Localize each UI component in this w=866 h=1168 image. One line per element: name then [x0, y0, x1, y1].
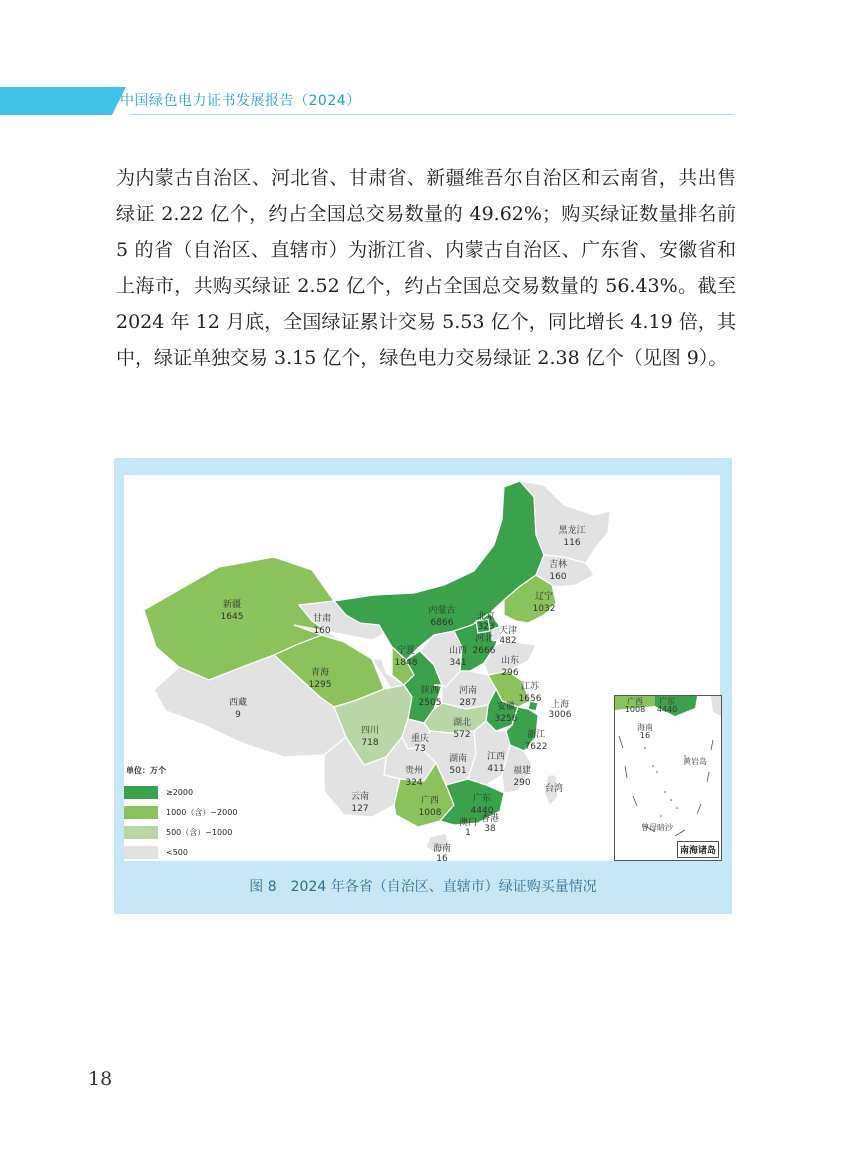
value-henan: 287 [459, 698, 477, 708]
label-shanxi: 山西 [448, 646, 468, 656]
label-hongkong: 香港 [480, 814, 500, 824]
value-guangdong: 4440 [470, 806, 494, 816]
value-heilongjiang: 116 [563, 538, 581, 548]
legend-label: <500 [166, 848, 188, 857]
label-qinghai: 青海 [310, 668, 330, 678]
inset-label-huangyan: 黄岩岛 [683, 757, 707, 766]
label-guangxi: 广西 [420, 796, 440, 806]
label-shandong: 山东 [500, 656, 520, 666]
value-guizhou: 324 [405, 778, 423, 788]
value-shaanxi: 2505 [418, 698, 442, 708]
legend-swatch [124, 826, 158, 839]
label-macau: 澳门 [458, 818, 478, 828]
label-shaanxi: 陕西 [420, 686, 440, 696]
body-text [116, 160, 736, 376]
value-shandong: 296 [501, 668, 519, 678]
header-accent-bar [0, 87, 112, 115]
value-sichuan: 718 [361, 738, 379, 748]
label-hainan: 海南 [432, 844, 452, 854]
legend-label: ≥2000 [166, 788, 194, 797]
inset-label-guangxi: 广西 [627, 697, 643, 706]
figure-caption: 图 8 2024 年各省（自治区、直辖市）绿证购买量情况 [249, 879, 597, 895]
legend-item [124, 846, 254, 859]
value-gansu: 160 [313, 626, 331, 636]
label-ningxia: 宁夏 [396, 646, 416, 656]
label-jilin: 吉林 [548, 560, 568, 570]
label-shanghai: 上海 [550, 700, 570, 710]
value-beijing: 323 [477, 622, 495, 632]
value-xizang: 9 [235, 710, 241, 720]
value-shanghai: 3006 [548, 710, 572, 720]
value-guangxi: 1008 [418, 808, 442, 818]
label-gansu: 甘肃 [312, 614, 332, 624]
value-hubei: 572 [453, 730, 471, 740]
figure-8 [114, 458, 732, 914]
map-legend [124, 765, 254, 866]
legend-swatch [124, 806, 158, 819]
value-chongqing: 73 [414, 744, 426, 754]
label-anhui: 安徽 [496, 702, 516, 712]
value-ningxia: 1848 [394, 658, 418, 668]
legend-label: 500（含）~1000 [166, 828, 233, 837]
label-xizang: 西藏 [228, 698, 248, 708]
inset-map [615, 696, 721, 860]
value-neimenggu: 6866 [430, 618, 454, 628]
label-jiangsu: 江苏 [520, 682, 540, 692]
running-header-title: 中国绿色电力证书发展报告（2024） [120, 93, 361, 109]
value-zhejiang: 7622 [524, 742, 548, 752]
label-heilongjiang: 黑龙江 [558, 526, 586, 536]
label-yunnan: 云南 [350, 792, 370, 802]
value-shanxi: 341 [449, 658, 467, 668]
label-chongqing: 重庆 [410, 734, 430, 744]
value-hunan: 501 [449, 766, 467, 776]
value-hainan: 16 [436, 854, 448, 861]
header-rule [130, 114, 734, 115]
label-tianjin: 天津 [498, 626, 518, 636]
label-fujian: 福建 [512, 766, 532, 776]
body-paragraph: 为内蒙古自治区、河北省、甘肃省、新疆维吾尔自治区和云南省，共出售绿证 2.22 亿个，约占全国总交易数量的 49.62%；购买绿证数量排名前 5 的省（自治区、直辖市）为浙江省、内蒙古自治区、广东省、安徽省和上海市，共购买绿证 2.52 亿个，约占全国总交易数量的 56.43%。截至 2024 年 12 月底，全国绿证累计交易 5.53 亿个，同比增长 4.19 倍，其中，绿证单独交易 3.15 亿个，绿色电力交易绿证 2.38 亿个（见图 9）。 [116, 167, 736, 369]
legend-item [124, 786, 254, 799]
china-map-panel [124, 475, 720, 861]
value-jiangsu: 1656 [518, 694, 542, 704]
value-jiangxi: 411 [487, 764, 505, 774]
value-qinghai: 1295 [308, 680, 332, 690]
value-liaoning: 1032 [532, 604, 556, 614]
label-hunan: 湖南 [448, 754, 468, 764]
south-china-sea-inset [614, 695, 722, 861]
legend-item [124, 826, 254, 839]
inset-boundary-dashes [619, 736, 713, 836]
inset-value-hainan: 16 [639, 731, 651, 740]
inset-value-guangdong: 4440 [656, 705, 678, 714]
value-xinjiang: 1645 [220, 612, 244, 622]
inset-islands [644, 747, 686, 817]
label-henan: 河南 [458, 686, 478, 696]
label-xinjiang: 新疆 [222, 600, 242, 610]
value-jilin: 160 [549, 572, 567, 582]
value-yunnan: 127 [351, 804, 369, 814]
label-hebei: 河北 [474, 634, 494, 644]
value-fujian: 290 [513, 778, 531, 788]
value-anhui: 3256 [494, 714, 518, 724]
value-macau: 1 [465, 828, 471, 838]
label-neimenggu: 内蒙古 [428, 606, 456, 616]
inset-value-guangxi: 1008 [624, 705, 646, 714]
legend-title: 单位：万个 [126, 766, 166, 775]
label-taiwan: 台湾 [544, 784, 564, 794]
inset-title: 南海诸岛 [677, 841, 719, 858]
legend-swatch [124, 846, 158, 859]
legend-item [124, 806, 254, 819]
label-sichuan: 四川 [360, 726, 380, 736]
value-hebei: 2666 [472, 646, 496, 656]
label-guizhou: 贵州 [404, 766, 424, 776]
value-hongkong: 38 [484, 824, 496, 834]
label-jiangxi: 江西 [486, 752, 506, 762]
label-guangdong: 广东 [472, 794, 492, 804]
legend-label: 1000（含）~2000 [166, 808, 238, 817]
label-zhejiang: 浙江 [526, 730, 546, 740]
legend-swatch [124, 786, 158, 799]
inset-coast-east [711, 696, 721, 716]
page-number: 18 [88, 1068, 113, 1090]
inset-label-hainan: 海南 [637, 723, 653, 732]
value-tianjin: 482 [499, 636, 517, 646]
label-liaoning: 辽宁 [534, 592, 554, 602]
inset-label-zengmu: 曾母暗沙 [641, 823, 673, 832]
label-hubei: 湖北 [452, 718, 472, 728]
label-beijing: 北京 [476, 612, 496, 622]
inset-label-guangdong: 广东 [659, 697, 675, 706]
